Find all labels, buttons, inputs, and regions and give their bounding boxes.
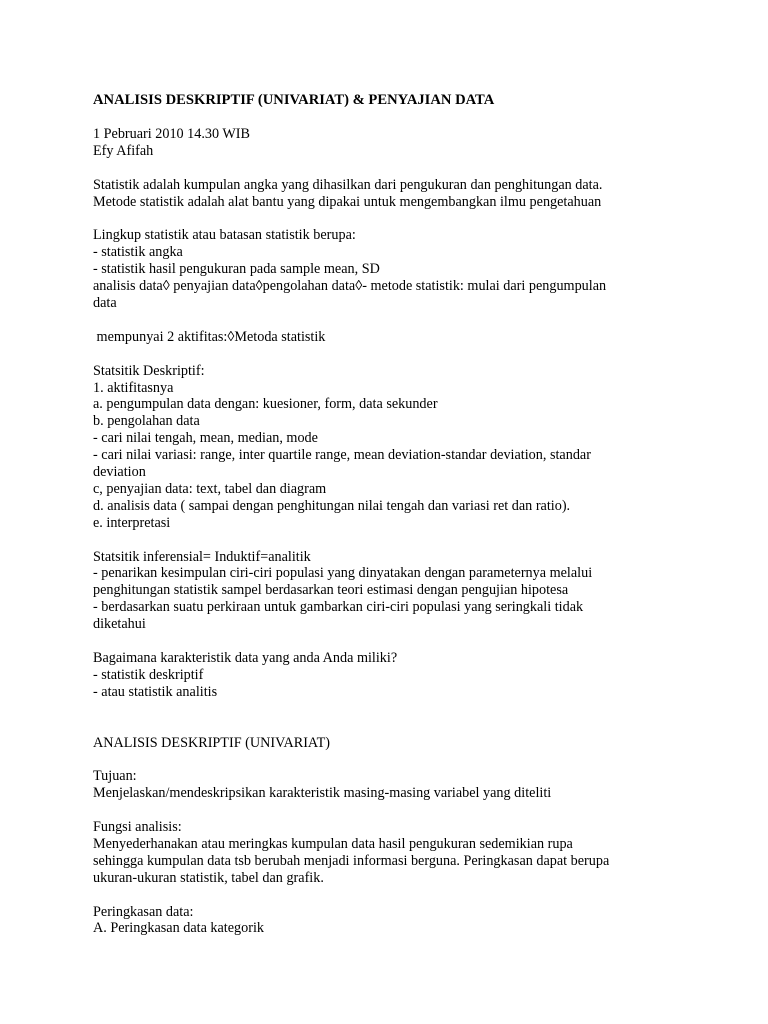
lingkup-line: analisis data◊ penyajian data◊pengolahan data◊- metode statistik: mulai dari pengumpulan: [93, 278, 607, 295]
fungsi-line: sehingga kumpulan data tsb berubah menjadi informasi berguna. Peringkasan dapat berupa: [93, 852, 610, 869]
deskriptif-line: a. pengumpulan data dengan: kuesioner, form, data sekunder: [93, 396, 438, 413]
lingkup-paragraph: [93, 227, 683, 312]
meta-block: [93, 126, 683, 160]
karakteristik-line: - atau statistik analitis: [93, 683, 218, 700]
inferensial-paragraph: [93, 549, 683, 634]
fungsi-line: ukuran-ukuran statistik, tabel dan grafik.: [93, 869, 324, 886]
deskriptif-line: deviation: [93, 464, 146, 481]
lingkup-line: - statistik hasil pengukuran pada sample mean, SD: [93, 261, 380, 278]
deskriptif-line: 1. aktifitasnya: [93, 379, 174, 396]
deskriptif-line: b. pengolahan data: [93, 413, 200, 430]
peringkasan-paragraph: [93, 904, 683, 938]
karakteristik-line: Bagaimana karakteristik data yang anda Anda miliki?: [93, 650, 398, 666]
inferensial-line: diketahui: [93, 616, 146, 633]
document-content: [93, 92, 683, 954]
fungsi-line: Menyederhanakan atau meringkas kumpulan data hasil pengukuran sedemikian rupa: [93, 835, 573, 852]
inferensial-line: penghitungan statistik sampel berdasarkan teori estimasi dengan pengujian hipotesa: [93, 582, 569, 599]
deskriptif-line: - cari nilai variasi: range, inter quartile range, mean deviation-standar deviation, standar: [93, 447, 591, 464]
tujuan-line: Tujuan:: [93, 768, 137, 785]
deskriptif-line: - cari nilai tengah, mean, median, mode: [93, 430, 318, 447]
deskriptif-line: Statsitik Deskriptif:: [93, 362, 205, 379]
lingkup-line: - statistik angka: [93, 244, 183, 261]
intro-line: Statistik adalah kumpulan angka yang dihasilkan dari pengukuran dan penghitungan data.: [93, 176, 603, 193]
tujuan-paragraph: [93, 768, 683, 802]
fungsi-paragraph: [93, 819, 683, 887]
deskriptif-line: d. analisis data ( sampai dengan penghitungan nilai tengah dan variasi ret dan ratio).: [93, 497, 571, 514]
karakteristik-paragraph: [93, 650, 683, 701]
document-author: Efy Afifah: [93, 142, 154, 159]
document-date: 1 Pebruari 2010 14.30 WIB: [93, 126, 250, 142]
aktifitas-line: mempunyai 2 aktifitas:◊Metoda statistik: [93, 328, 326, 345]
inferensial-line: Statsitik inferensial= Induktif=analitik: [93, 548, 311, 565]
lingkup-line: data: [93, 295, 117, 312]
peringkasan-line: A. Peringkasan data kategorik: [93, 920, 264, 937]
intro-line: Metode statistik adalah alat bantu yang dipakai untuk mengembangkan ilmu pengetahuan: [93, 193, 602, 210]
fungsi-line: Fungsi analisis:: [93, 819, 182, 836]
section-heading: [93, 735, 683, 752]
karakteristik-line: - statistik deskriptif: [93, 666, 204, 683]
deskriptif-line: e. interpretasi: [93, 514, 171, 531]
inferensial-line: - penarikan kesimpulan ciri-ciri populasi yang dinyatakan dengan parameternya melalui: [93, 565, 593, 582]
tujuan-line: Menjelaskan/mendeskripsikan karakteristik masing-masing variabel yang diteliti: [93, 785, 552, 802]
document-title: ANALISIS DESKRIPTIF (UNIVARIAT) & PENYAJIAN DATA: [93, 92, 495, 108]
peringkasan-line: Peringkasan data:: [93, 903, 194, 920]
intro-paragraph: [93, 177, 683, 211]
inferensial-line: - berdasarkan suatu perkiraan untuk gambarkan ciri-ciri populasi yang seringkali tidak: [93, 599, 584, 616]
deskriptif-paragraph: [93, 363, 683, 532]
aktifitas-paragraph: [93, 329, 683, 346]
section2-heading: ANALISIS DESKRIPTIF (UNIVARIAT): [93, 734, 330, 751]
lingkup-line: Lingkup statistik atau batasan statistik berupa:: [93, 227, 356, 244]
deskriptif-line: c, penyajian data: text, tabel dan diagram: [93, 480, 327, 497]
